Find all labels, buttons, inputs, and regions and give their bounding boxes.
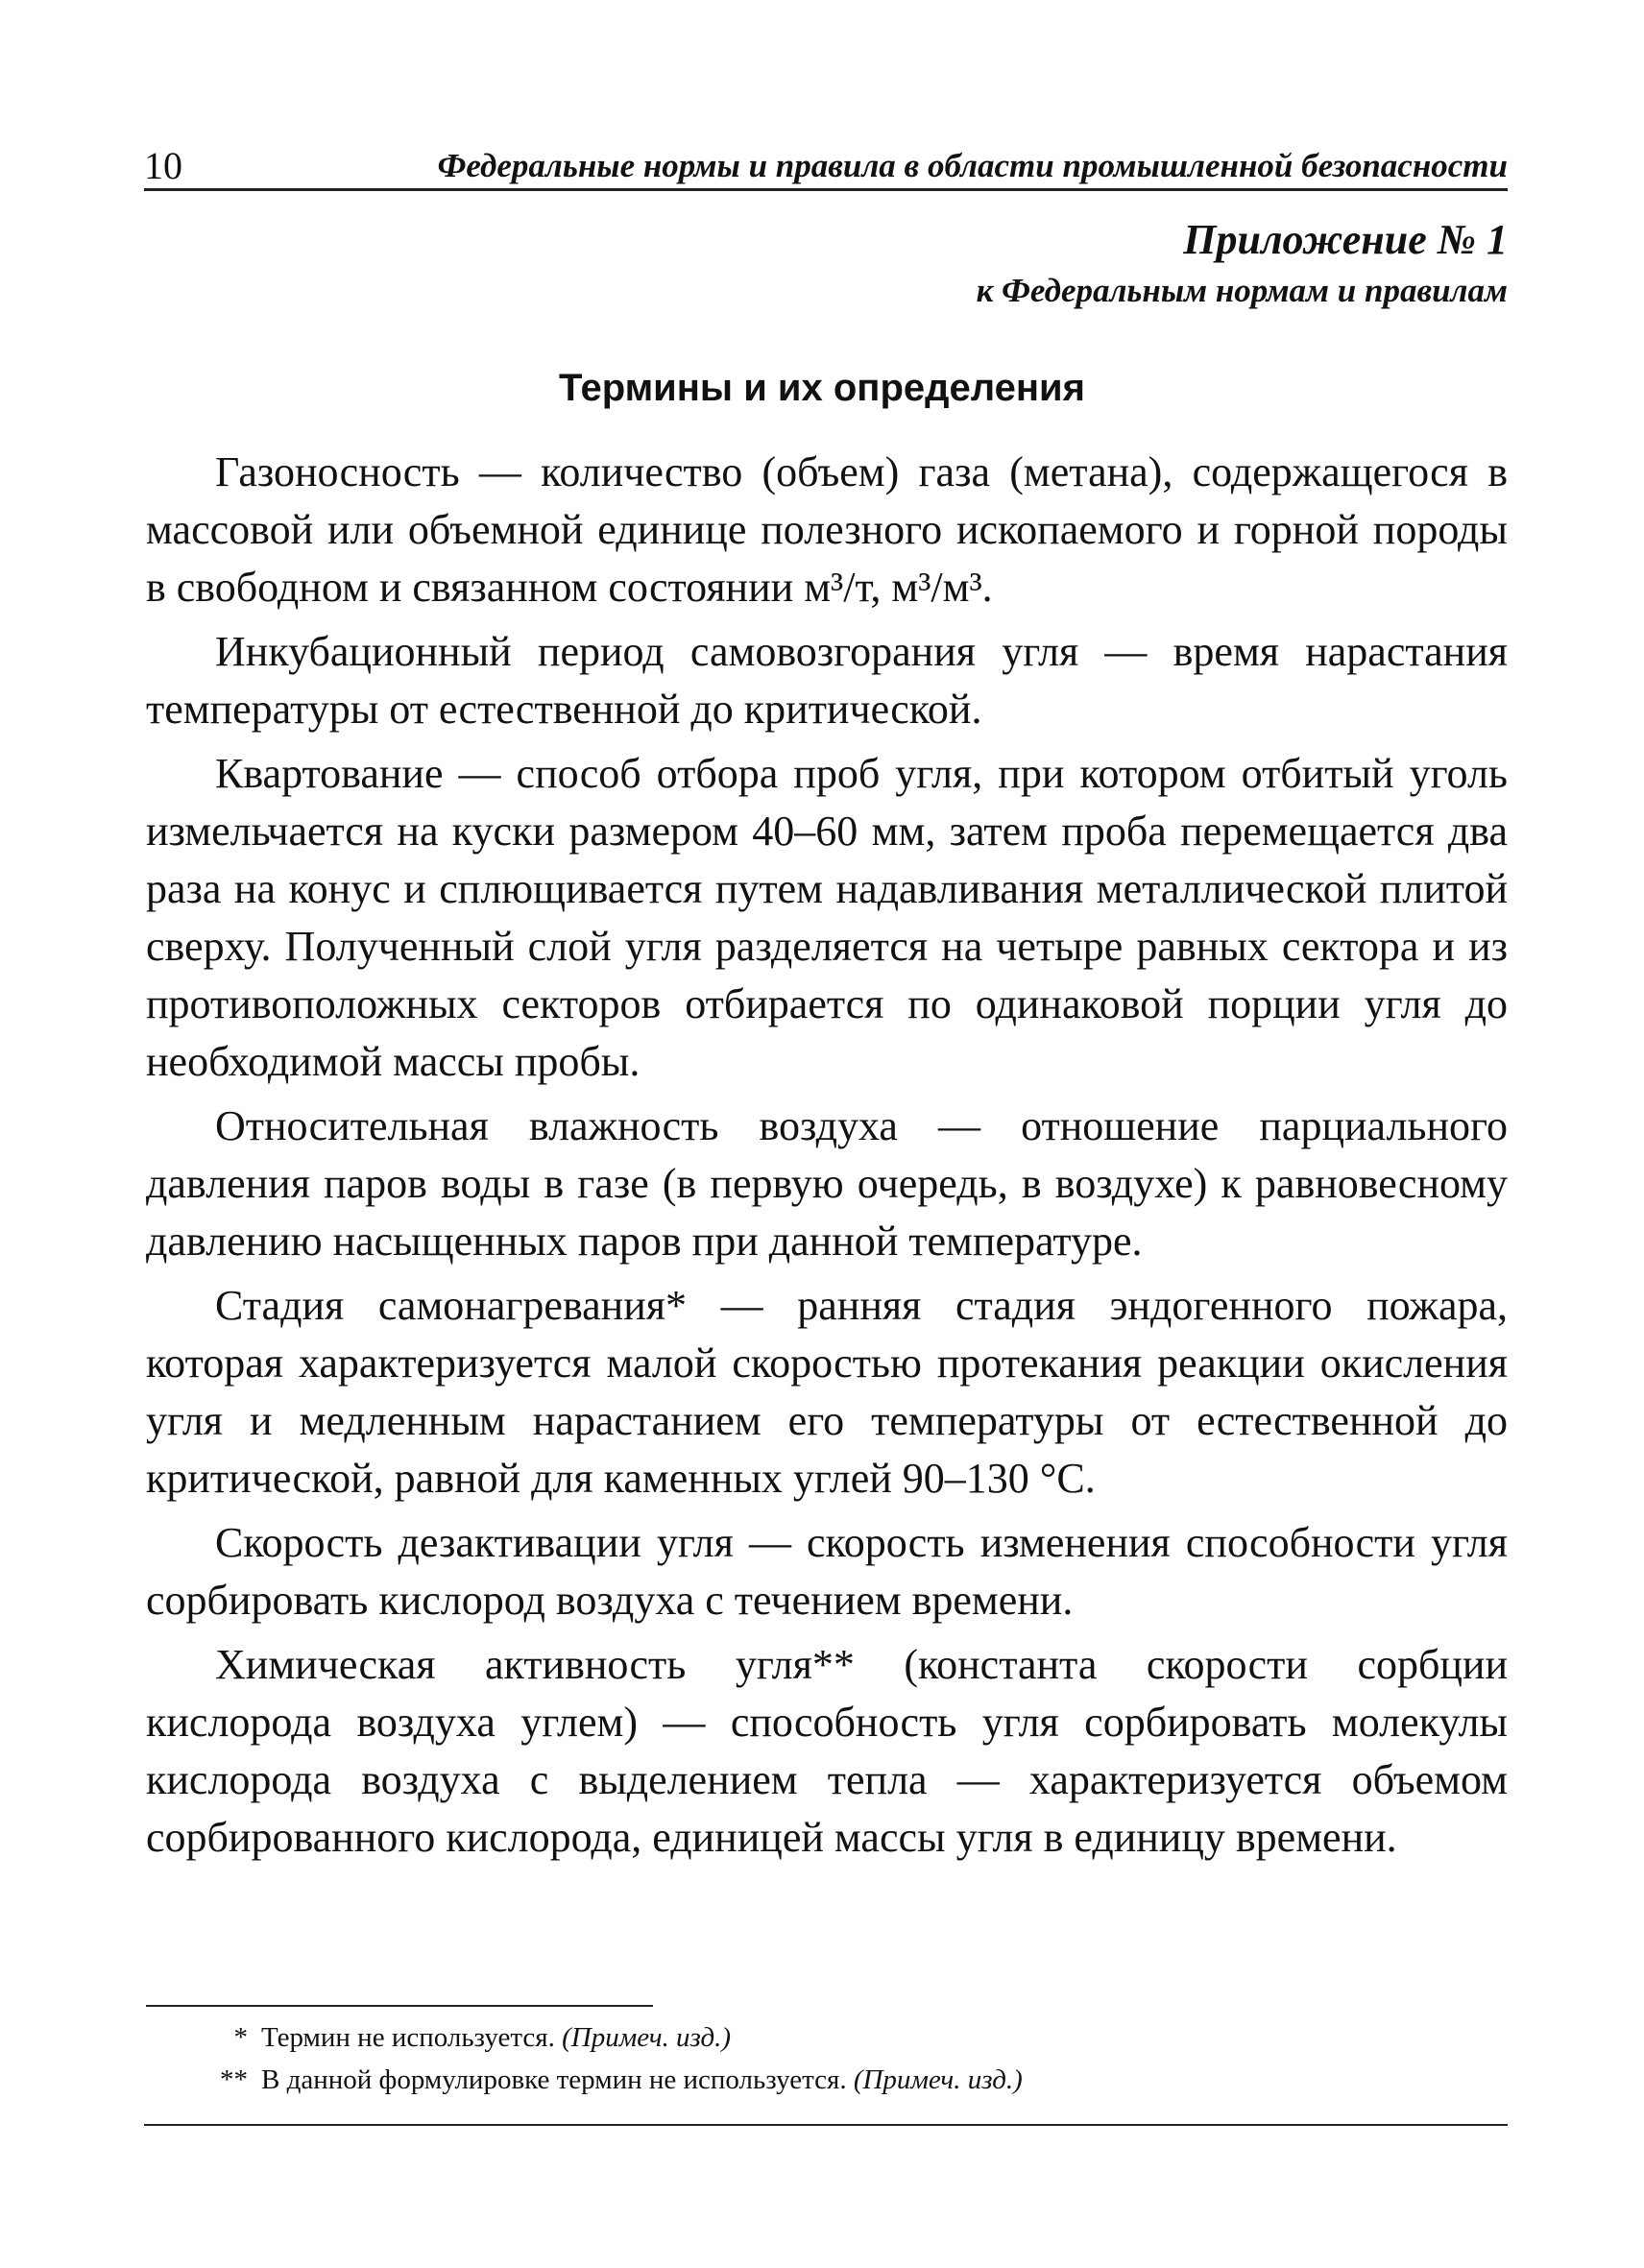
definitions-body [146,444,1508,1873]
page-number: 10 [144,144,182,187]
footnote-divider [146,2005,653,2007]
definition-paragraph: Относительная влажность воздуха — отношение парциального давления паров воды в газе (в первую очередь, в воздухе) к равновесному давлению насыщенных паров при данной температуре. [146,1102,1508,1265]
definition-paragraph: Скорость дезактивации угля — скорость изменения способности угля сорбировать кислород воздуха с течением времени. [146,1519,1508,1624]
footnote-note: (Примеч. изд.) [562,2022,732,2053]
footnote-text: Термин не используется. [261,2022,555,2053]
appendix-heading [977,213,1508,315]
footnote-mark: ** [220,2064,248,2095]
page-bottom-rule [144,2124,1508,2126]
running-title: Федеральные нормы и правила в области промышленной безопасности [437,147,1508,184]
footnotes [146,2016,1508,2101]
definition-paragraph: Стадия самонагревания* — ранняя стадия эндогенного пожара, которая характеризуется малой скоростью протекания реакции окисления угля и медленным нарастанием его температуры от естественной до критической, равной для каменных углей 90–130 °С. [146,1282,1508,1502]
footnote-note: (Примеч. изд.) [853,2064,1023,2095]
footnote-mark: * [233,2022,248,2053]
definition-paragraph: Инкубационный период самовозгорания угля — время нарастания температуры от естественной до критической. [146,628,1508,733]
section-title: Термины и их определения [559,367,1085,409]
definition-paragraph: Газоносность — количество (объем) газа (метана), содержащегося в массовой или объемной единице полезного ископаемого и горной породы в свободном и связанном состоянии м³/т, м³/м³. [146,448,1508,611]
appendix-title: Приложение № 1 [1183,216,1508,263]
footnote [146,2059,1508,2101]
page-header [144,144,1508,191]
definition-paragraph: Химическая активность угля** (константа скорости сорбции кислорода воздуха углем) — способность угля сорбировать молекулы кислорода воздуха с выделением тепла — характеризуется объемом сорбированного кислорода, единицей массы угля в единицу времени. [146,1641,1508,1861]
definition-paragraph: Квартование — способ отбора проб угля, при котором отбитый уголь измельчается на куски размером 40–60 мм, затем проба перемещается два раза на конус и сплющивается путем надавливания металлической плитой сверху. Полученный слой угля разделяется на четыре равных сектора и из противоположных секторов отбирается по одинаковой порции угля до необходимой массы пробы. [146,750,1508,1085]
footnote-text: В данной формулировке термин не используется. [261,2064,847,2095]
appendix-subtitle: к Федеральным нормам и правилам [976,272,1508,309]
footnote [146,2016,1508,2059]
